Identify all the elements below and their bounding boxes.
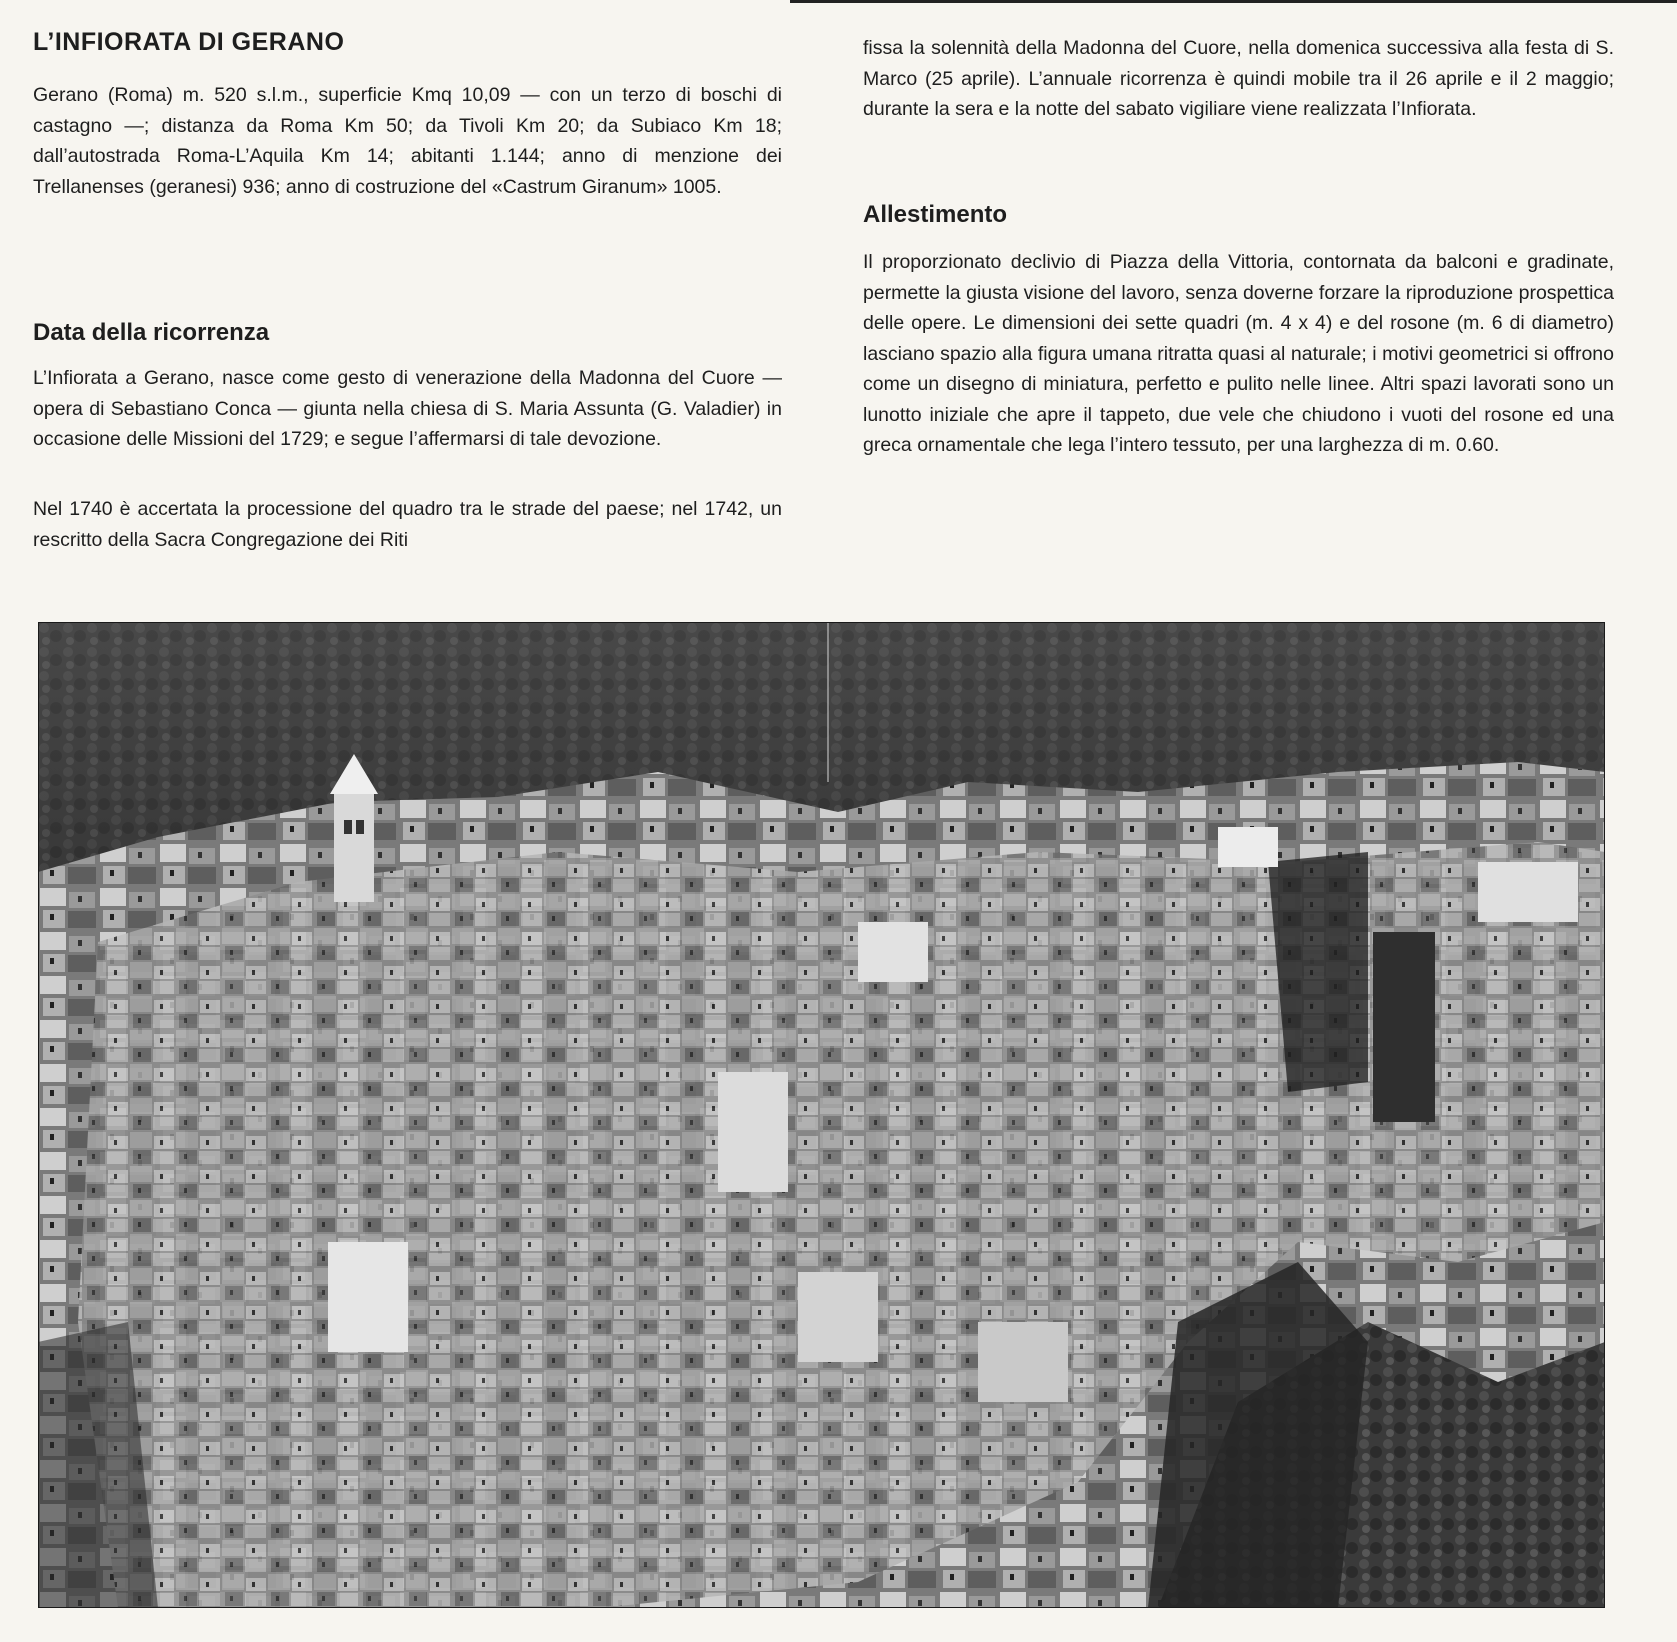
setup-paragraph: Il proporzionato declivio di Piazza della Vittoria, contornata da balconi e gradinate, permette la giusta visione del lavoro, senza doverne forzare la riproduzione prospettica delle opere. Le dimensioni dei sette quadri (m. 4 x 4) e del rosone (m. 6 di diametro) lasciano spazio alla figura umana ritratta quasi al naturale; i motivi geometrici si offrono come un disegno di miniatura, perfetto e pulito nelle linee. Altri spazi lavorati sono un lunotto iniziale che apre il tappeto, due vele che chiudono i vuoti del rosone ed una greca ornamentale che lega l’intero tessuto, per una larghezza di m. 0.60. — [863, 251, 1614, 456]
setup-section-heading: Allestimento — [863, 201, 1008, 228]
date-paragraph-3: fissa la solennità della Madonna del Cuore, nella domenica successiva alla festa di S. Marco (25 aprile). L’annuale ricorrenza è quindi mobile tra il 26 aprile e il 2 maggio; durante la sera e la notte del sabato vigiliare viene realizzata l’Infiorata. — [863, 37, 1614, 120]
page-title: L’INFIORATA DI GERANO — [33, 28, 345, 56]
town-aerial-photo — [38, 622, 1605, 1608]
date-paragraph-2: Nel 1740 è accertata la processione del quadro tra le strade del paese; nel 1742, un rescritto della Sacra Congregazione dei Riti — [33, 498, 782, 551]
top-rule — [790, 0, 1677, 3]
date-paragraph-1: L’Infiorata a Gerano, nasce come gesto di venerazione della Madonna del Cuore — opera di Sebastiano Conca — giunta nella chiesa di S. Maria Assunta (G. Valadier) in occasione delle Missioni del 1729; e segue l’affermarsi di tale devozione. — [33, 367, 782, 450]
intro-paragraph: Gerano (Roma) m. 520 s.l.m., superficie Kmq 10,09 — con un terzo di boschi di castagno —; distanza da Roma Km 50; da Tivoli Km 20; da Subiaco Km 18; dall’autostrada Roma-L’Aquila Km 14; abitanti 1.144; anno di menzione dei Trellanenses (geranesi) 936; anno di costruzione del «Castrum Giranum» 1005. — [33, 84, 782, 198]
date-section-heading: Data della ricorrenza — [33, 319, 270, 346]
